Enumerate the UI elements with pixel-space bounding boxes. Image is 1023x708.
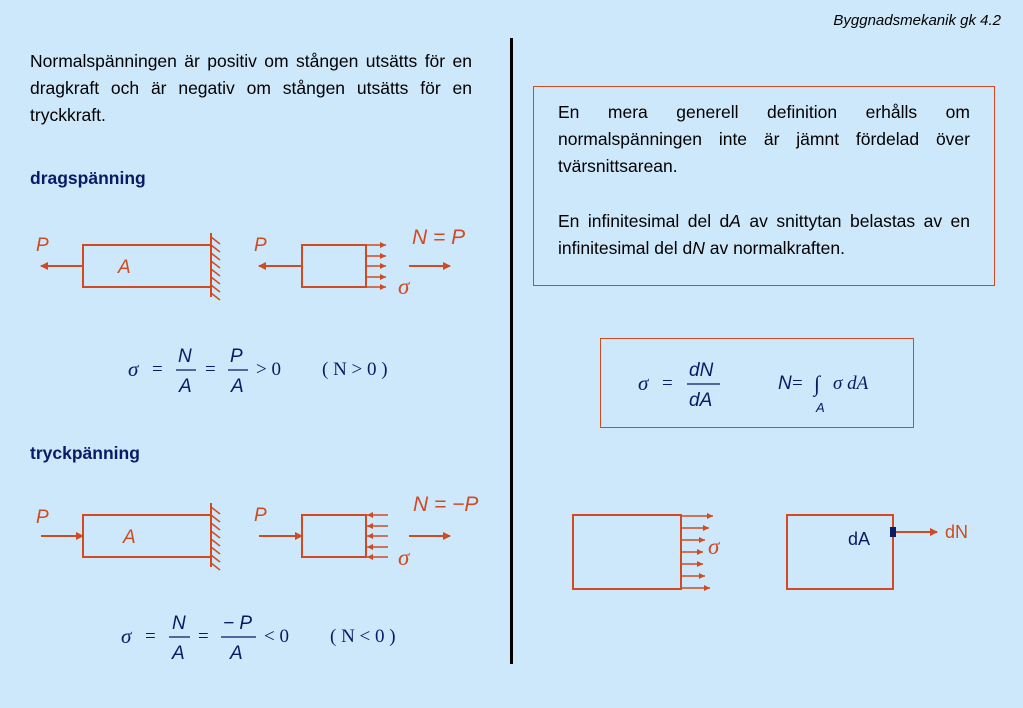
svg-text:A: A — [231, 376, 244, 397]
svg-text:dN: dN — [689, 360, 714, 381]
svg-text:=: = — [792, 373, 803, 394]
tension-formula — [128, 346, 388, 397]
svg-text:A: A — [230, 643, 243, 664]
svg-text:− P: − P — [223, 613, 253, 634]
svg-text:N: N — [178, 346, 192, 367]
compression-section — [302, 515, 366, 557]
varying-sigma-label: σ — [708, 534, 720, 559]
svg-text:=: = — [662, 373, 673, 394]
compression-heading: tryckpänning — [30, 443, 140, 463]
tension-section — [302, 245, 366, 287]
svg-text:=: = — [145, 626, 156, 647]
svg-text:< 0: < 0 — [264, 626, 289, 647]
dN-label: dN — [945, 522, 969, 542]
svg-text:∫: ∫ — [814, 371, 821, 396]
svg-text:N: N — [172, 613, 186, 634]
tension-p-label: P — [36, 235, 49, 256]
svg-text:( N > 0 ): ( N > 0 ) — [322, 359, 388, 380]
tension-n-equation: N = P — [412, 226, 466, 249]
svg-text:σ: σ — [128, 357, 139, 381]
compression-wall-hatch — [211, 507, 220, 570]
svg-text:A: A — [172, 643, 185, 664]
tension-section-p-label: P — [254, 235, 267, 256]
svg-text:=: = — [205, 359, 216, 380]
svg-text:P: P — [230, 346, 243, 367]
svg-text:N: N — [778, 373, 792, 394]
svg-text:A: A — [816, 400, 825, 415]
compression-stress-arrows — [367, 515, 388, 557]
svg-text:σ dA: σ dA — [833, 373, 869, 394]
definition-paragraph-1: En mera generell definition erhålls om normalspänningen inte är jämnt fördelad över tvärsnittsarean. — [558, 102, 970, 176]
svg-text:dA: dA — [689, 390, 713, 411]
intro-paragraph: Normalspänningen är positiv om stången utsätts för en dragkraft och är negativ om stången utsätts för en tryckkraft. — [30, 51, 472, 125]
page-header: Byggnadsmekanik gk 4.2 — [833, 12, 1001, 29]
compression-section-p-label: P — [254, 505, 267, 526]
dA-label: dA — [848, 529, 871, 549]
svg-text:σ: σ — [121, 624, 132, 648]
compression-p-label: P — [36, 507, 49, 528]
svg-text:=: = — [198, 626, 209, 647]
compression-n-equation: N = −P — [413, 493, 479, 516]
stress-distribution-block — [573, 515, 681, 589]
tension-a-label: A — [118, 257, 131, 278]
svg-text:σ: σ — [638, 371, 649, 395]
tension-stress-arrows — [366, 245, 386, 287]
compression-formula — [121, 613, 396, 664]
tension-sigma-label: σ — [398, 274, 410, 299]
svg-text:> 0: > 0 — [256, 359, 281, 380]
svg-text:( N < 0 ): ( N < 0 ) — [330, 626, 396, 647]
compression-a-label: A — [123, 527, 136, 548]
tension-bar — [83, 245, 211, 287]
svg-text:=: = — [152, 359, 163, 380]
general-formula — [638, 360, 869, 415]
svg-text:A: A — [179, 376, 192, 397]
tension-wall-hatch — [211, 237, 220, 300]
compression-sigma-label: σ — [398, 545, 410, 570]
definition-paragraph-2: En infinitesimal del dA av snittytan belastas av en infinitesimal del dN av normalkraften. — [558, 211, 971, 258]
area-element-block — [787, 515, 893, 589]
dA-marker — [890, 527, 896, 537]
compression-bar — [83, 515, 211, 557]
tension-heading: dragspänning — [30, 168, 146, 188]
